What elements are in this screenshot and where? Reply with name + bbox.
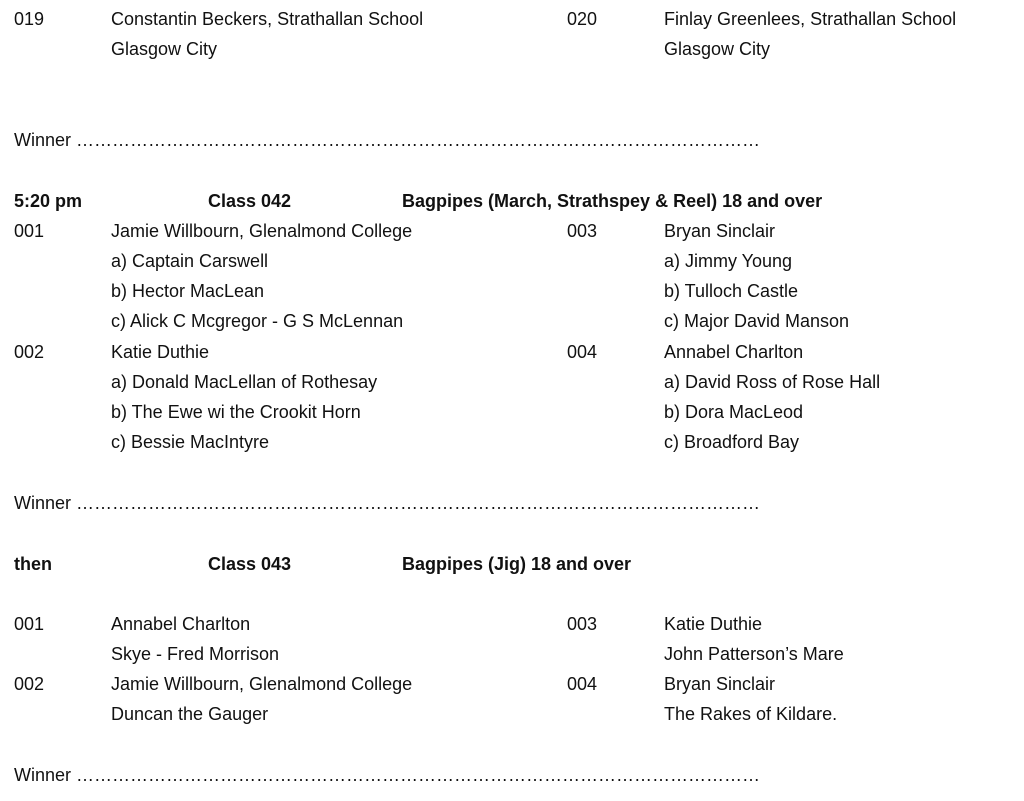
entry-name: Katie Duthie [111,342,210,362]
class-title: Bagpipes (Jig) 18 and over [402,554,632,574]
tune-item: b) Tulloch Castle [664,281,799,301]
tune-item: The Rakes of Kildare. [664,704,838,724]
entry-name: Bryan Sinclair [664,221,776,241]
entry-number: 001 [14,221,45,241]
class-time: then [14,554,52,574]
tune-item: b) Dora MacLeod [664,402,804,422]
tune-item: a) Jimmy Young [664,251,793,271]
tune-item: John Patterson’s Mare [664,644,844,664]
entry-name: Jamie Willbourn, Glenalmond College [111,221,413,241]
winner-line: Winner …………………………………………………………………………………………………… [14,493,761,513]
winner-line: Winner …………………………………………………………………………………………………… [14,130,761,150]
tune-item: Duncan the Gauger [111,704,269,724]
tune-item: c) Bessie MacIntyre [111,432,270,452]
tune-item: Skye - Fred Morrison [111,644,280,664]
entry-name: Finlay Greenlees, Strathallan School [664,9,957,29]
entry-name: Katie Duthie [664,614,763,634]
entry-number: 001 [14,614,45,634]
entry-detail: Glasgow City [664,39,771,59]
tune-item: a) David Ross of Rose Hall [664,372,881,392]
tune-item: c) Alick C Mcgregor - G S McLennan [111,311,404,331]
entry-number: 020 [567,9,598,29]
tune-item: c) Broadford Bay [664,432,800,452]
class-time: 5:20 pm [14,191,83,211]
entry-name: Annabel Charlton [664,342,804,362]
entry-number: 003 [567,221,598,241]
winner-line: Winner …………………………………………………………………………………………………… [14,765,761,785]
tune-item: c) Major David Manson [664,311,850,331]
entry-number: 003 [567,614,598,634]
entry-detail: Glasgow City [111,39,218,59]
tune-item: b) The Ewe wi the Crookit Horn [111,402,361,422]
entry-number: 002 [14,342,45,362]
class-number: Class 043 [208,554,292,574]
tune-item: b) Hector MacLean [111,281,265,301]
entry-number: 004 [567,674,598,694]
entry-number: 004 [567,342,598,362]
entry-name: Jamie Willbourn, Glenalmond College [111,674,413,694]
class-title: Bagpipes (March, Strathspey & Reel) 18 and over [402,191,823,211]
entry-name: Bryan Sinclair [664,674,776,694]
entry-number: 019 [14,9,45,29]
tune-item: a) Donald MacLellan of Rothesay [111,372,378,392]
class-number: Class 042 [208,191,292,211]
entry-number: 002 [14,674,45,694]
tune-item: a) Captain Carswell [111,251,269,271]
entry-name: Annabel Charlton [111,614,251,634]
entry-name: Constantin Beckers, Strathallan School [111,9,424,29]
